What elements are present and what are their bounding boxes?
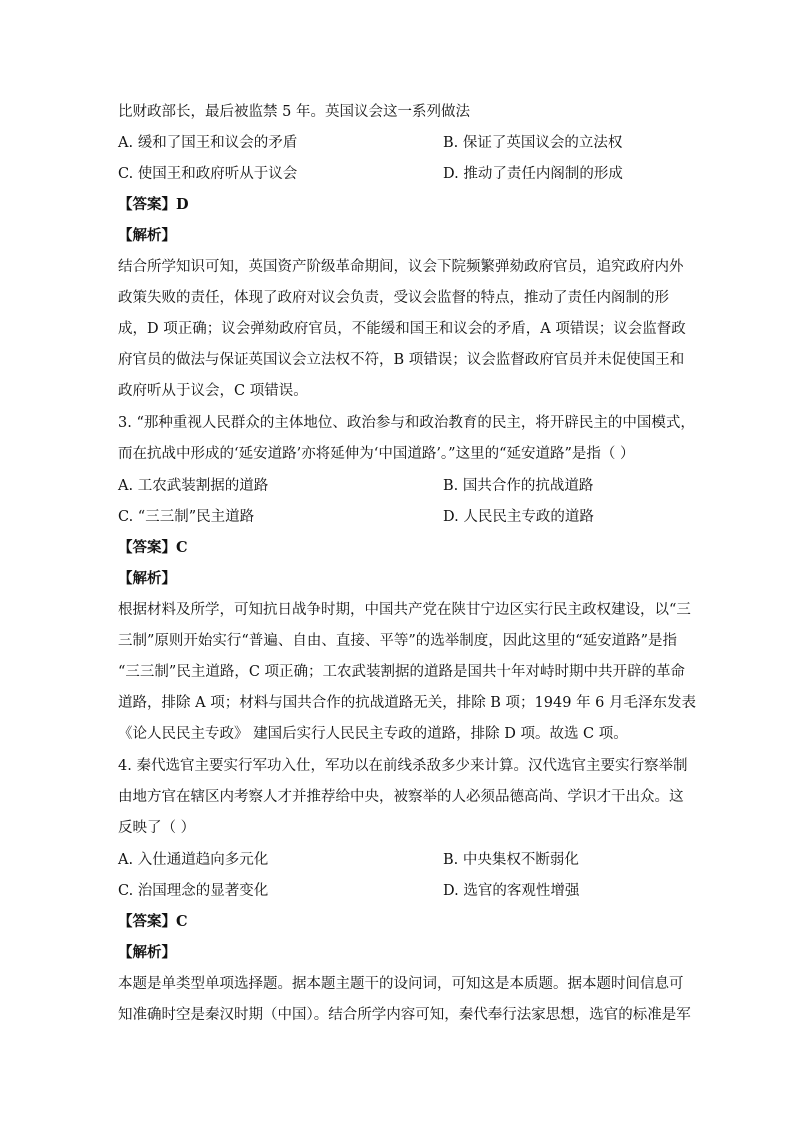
q2-option-d: D. 推动了责任内阁制的形成 [443,166,623,182]
q2-analysis-line: 政策失败的责任，体现了政府对议会负责，受议会监督的特点，推动了责任内阁制的形 [118,290,669,306]
q4-option-d: D. 选官的客观性增强 [443,883,580,899]
q4-option-a: A. 入仕通道趋向多元化 [118,852,269,868]
q2-analysis-line: 政府听从于议会，C 项错误。 [118,383,308,399]
q2-option-c: C. 使国王和政府听从于议会 [118,166,298,182]
q3-stem-line: 3. “那种重视人民群众的主体地位、政治参与和政治教育的民主，将开辟民主的中国模式， [118,415,695,431]
q3-analysis-line: 《论人民民主专政》 建国后实行人民民主专政的道路，排除 D 项。故选 C 项。 [118,726,628,742]
q4-analysis-line: 知准确时空是秦汉时期（中国）。结合所学内容可知，秦代奉行法家思想，选官的标准是军 [118,1007,691,1023]
q4-option-c: C. 治国理念的显著变化 [118,883,269,899]
q3-option-c: C. “三三制”民主道路 [118,509,255,525]
q2-analysis-line: 结合所学知识可知，英国资产阶级革命期间，议会下院频繁弹劾政府官员，追究政府内外 [118,259,684,275]
q3-analysis-line: 三制”原则开始实行“普遍、自由、直接、平等”的选举制度，因此这里的“延安道路”是指 [118,633,678,649]
q3-option-d: D. 人民民主专政的道路 [443,509,594,525]
q3-analysis-line: 道路，排除 A 项；材料与国共合作的抗战道路无关，排除 B 项；1949 年 6 月毛泽东发表 [118,695,697,711]
q2-option-b: B. 保证了英国议会的立法权 [443,135,623,151]
q2-analysis-title: 【解析】 [118,227,176,244]
q2-answer: 【答案】D [118,196,189,213]
q2-analysis-line: 府官员的做法与保证英国议会立法权不符，B 项错误；议会监督政府官员并未促使国王和 [118,352,685,368]
intro-line: 比财政部长，最后被监禁 5 年。英国议会这一系列做法 [118,104,470,120]
q3-option-a: A. 工农武装割据的道路 [118,478,269,494]
q3-stem-line: 而在抗战中形成的‘延安道路’亦将延伸为‘中国道路’。”这里的“延安道路”是指（ ） [118,446,635,462]
q4-stem-line: 4. 秦代选官主要实行军功入仕，军功以在前线杀敌多少来计算。汉代选官主要实行察举制 [118,758,688,774]
q4-analysis-title: 【解析】 [118,944,176,961]
q3-analysis-line: 根据材料及所学，可知抗日战争时期，中国共产党在陕甘宁边区实行民主政权建设，以“三 [118,602,691,618]
q4-option-b: B. 中央集权不断弱化 [443,852,579,868]
q3-analysis-line: “三三制”民主道路，C 项正确；工农武装割据的道路是国共十年对峙时期中共开辟的革命 [118,664,686,680]
q2-analysis-line: 成，D 项正确；议会弹劾政府官员，不能缓和国王和议会的矛盾，A 项错误；议会监督政 [118,321,686,337]
q4-stem-line: 反映了（ ） [118,820,196,836]
q3-analysis-title: 【解析】 [118,570,176,587]
q2-option-a: A. 缓和了国王和议会的矛盾 [118,135,298,151]
q3-option-b: B. 国共合作的抗战道路 [443,478,594,494]
q4-analysis-line: 本题是单类型单项选择题。据本题主题干的设问词，可知这是本质题。据本题时间信息可 [118,976,684,992]
q4-answer: 【答案】C [118,913,188,930]
q4-stem-line: 由地方官在辖区内考察人才并推荐给中央，被察举的人必须品德高尚、学识才干出众。这 [118,789,684,805]
q3-answer: 【答案】C [118,539,188,556]
